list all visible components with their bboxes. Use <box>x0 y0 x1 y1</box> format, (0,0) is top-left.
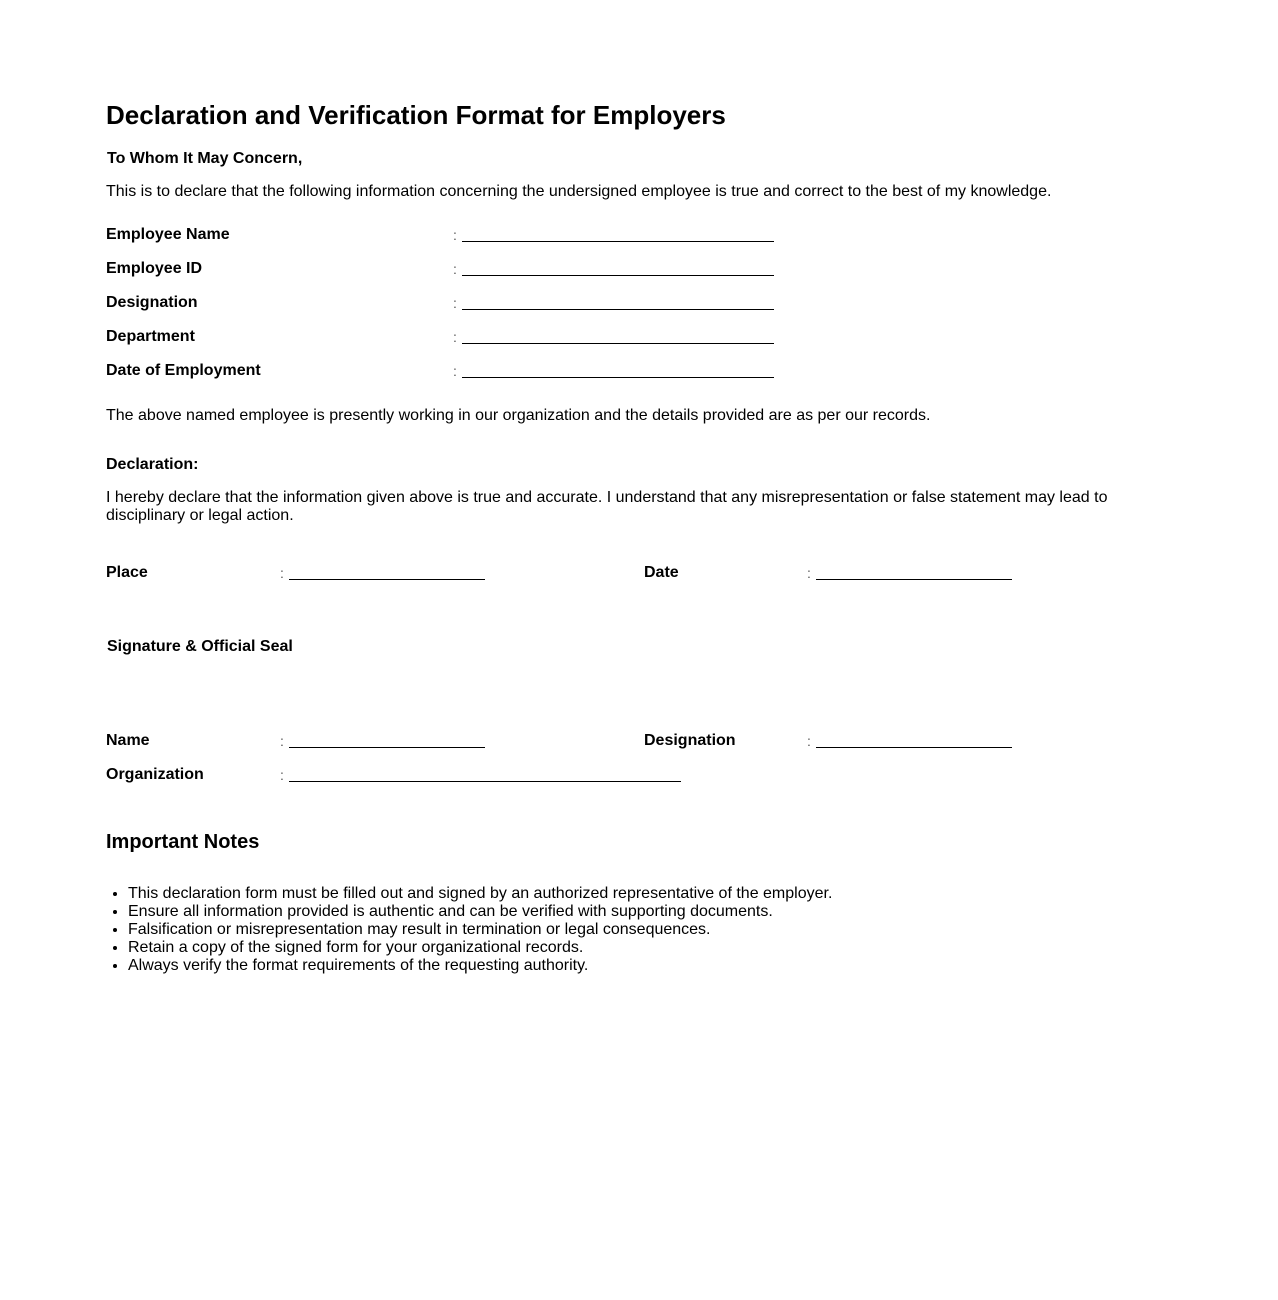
employee-name-field[interactable] <box>462 241 774 242</box>
important-notes-list <box>106 885 832 975</box>
colon: : <box>453 363 457 379</box>
colon: : <box>453 295 457 311</box>
employee-id-field[interactable] <box>462 275 774 276</box>
document-title: Declaration and Verification Format for Employers <box>106 100 726 130</box>
colon: : <box>807 565 811 581</box>
date-of-employment-field[interactable] <box>462 377 774 378</box>
date-of-employment-label: Date of Employment <box>106 362 261 379</box>
designation-field[interactable] <box>462 309 774 310</box>
place-field[interactable] <box>289 579 485 580</box>
signatory-designation-label: Designation <box>644 732 736 749</box>
date-field[interactable] <box>816 579 1012 580</box>
important-notes-heading: Important Notes <box>106 831 260 853</box>
confirmation-paragraph: The above named employee is presently working in our organization and the details provided are as per our records. <box>106 407 931 424</box>
signatory-designation-field[interactable] <box>816 747 1012 748</box>
list-item: • Ensure all information provided is authentic and can be verified with supporting documents. <box>128 903 832 921</box>
date-label: Date <box>644 564 679 581</box>
signatory-name-label: Name <box>106 732 150 749</box>
department-field[interactable] <box>462 343 774 344</box>
signatory-name-field[interactable] <box>289 747 485 748</box>
colon: : <box>280 767 284 783</box>
employee-name-label: Employee Name <box>106 226 230 243</box>
employee-id-label: Employee ID <box>106 260 203 277</box>
list-item: • Retain a copy of the signed form for your organizational records. <box>128 939 832 957</box>
list-item: • This declaration form must be filled out and signed by an authorized representative of the employer. <box>128 885 832 903</box>
signature-heading: Signature & Official Seal <box>107 638 293 655</box>
list-item: • Always verify the format requirements of the requesting authority. <box>128 957 832 975</box>
colon: : <box>280 733 284 749</box>
declaration-heading: Declaration: <box>106 456 199 473</box>
colon: : <box>280 565 284 581</box>
colon: : <box>453 329 457 345</box>
designation-label: Designation <box>106 294 198 311</box>
colon: : <box>453 261 457 277</box>
department-label: Department <box>106 328 195 345</box>
colon: : <box>453 227 457 243</box>
intro-paragraph: This is to declare that the following information concerning the undersigned employee is true and correct to the best of my knowledge. <box>106 183 1052 200</box>
declaration-text: I hereby declare that the information given above is true and accurate. I understand that any misrepresentation or false statement may lead to disciplinary or legal action. <box>106 489 1108 524</box>
organization-field[interactable] <box>289 781 681 782</box>
place-label: Place <box>106 564 148 581</box>
list-item: • Falsification or misrepresentation may result in termination or legal consequences. <box>128 921 832 939</box>
organization-label: Organization <box>106 766 204 783</box>
salutation: To Whom It May Concern, <box>107 150 303 167</box>
colon: : <box>807 733 811 749</box>
